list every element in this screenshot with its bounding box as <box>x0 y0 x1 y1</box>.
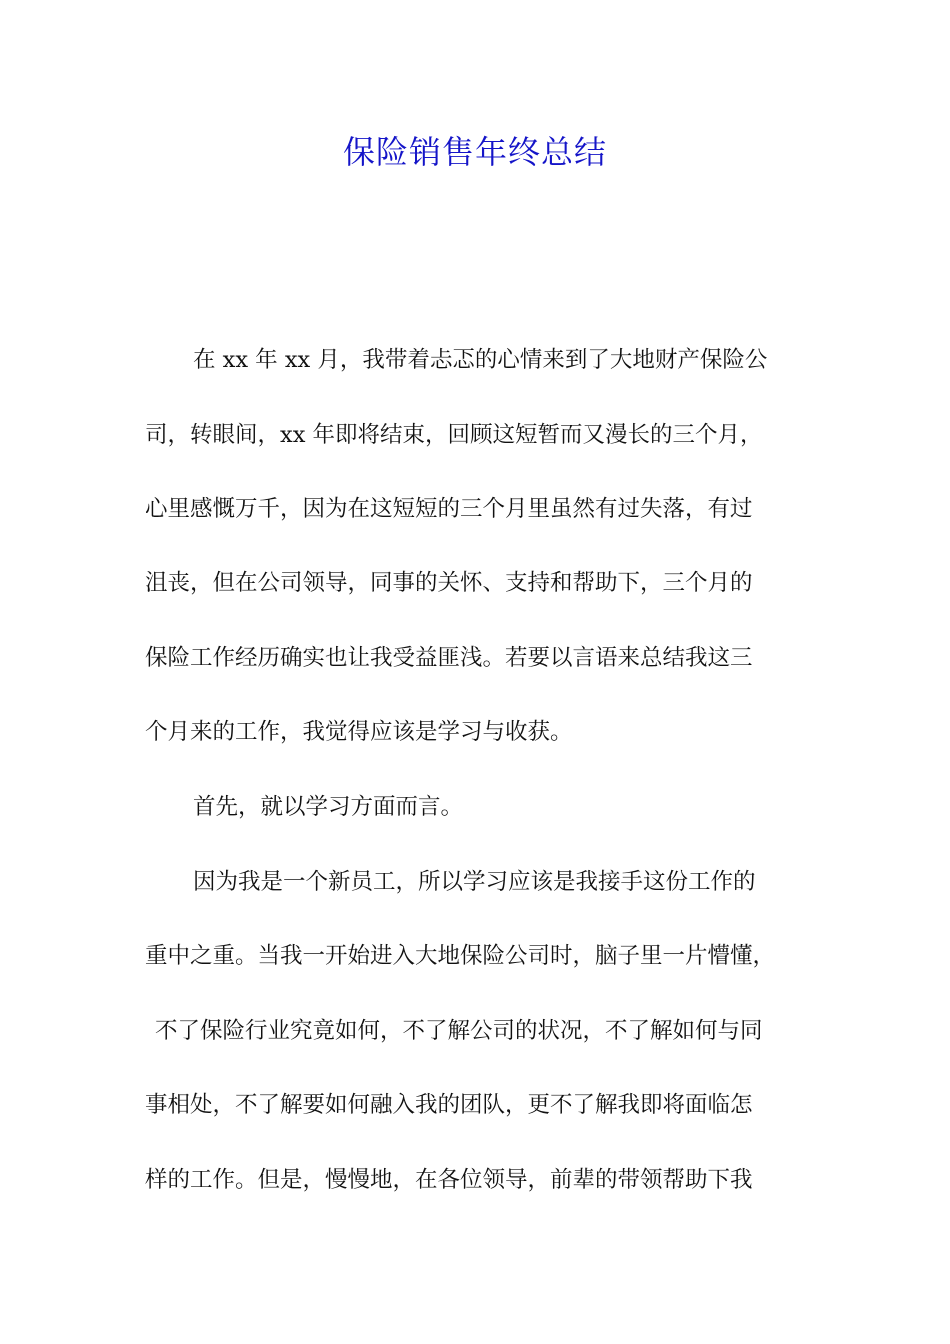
body-line-3: 心里感慨万千，因为在这短短的三个月里虽然有过失落，有过 <box>145 496 753 522</box>
body-line-6: 个月来的工作，我觉得应该是学习与收获。 <box>145 719 573 745</box>
body-line-9: 重中之重。当我一开始进入大地保险公司时，脑子里一片懵懂， <box>145 943 776 969</box>
body-line-10: 不了保险行业究竟如何，不了解公司的状况，不了解如何与同 <box>155 1018 763 1044</box>
body-line-2: 司，转眼间，xx 年即将结束，回顾这短暂而又漫长的三个月， <box>145 422 763 448</box>
body-line-5: 保险工作经历确实也让我受益匪浅。若要以言语来总结我这三 <box>145 645 753 671</box>
document-title: 保险销售年终总结 <box>342 133 607 171</box>
body-line-8: 因为我是一个新员工，所以学习应该是我接手这份工作的 <box>193 869 756 895</box>
body-line-7: 首先，就以学习方面而言。 <box>193 794 464 820</box>
body-line-1: 在 xx 年 xx 月，我带着忐忑的心情来到了大地财产保险公 <box>193 347 768 373</box>
body-line-11: 事相处，不了解要如何融入我的团队，更不了解我即将面临怎 <box>145 1092 753 1118</box>
body-line-4: 沮丧，但在公司领导，同事的关怀、支持和帮助下，三个月的 <box>145 570 753 596</box>
body-line-12: 样的工作。但是，慢慢地，在各位领导，前辈的带领帮助下我 <box>145 1167 753 1193</box>
